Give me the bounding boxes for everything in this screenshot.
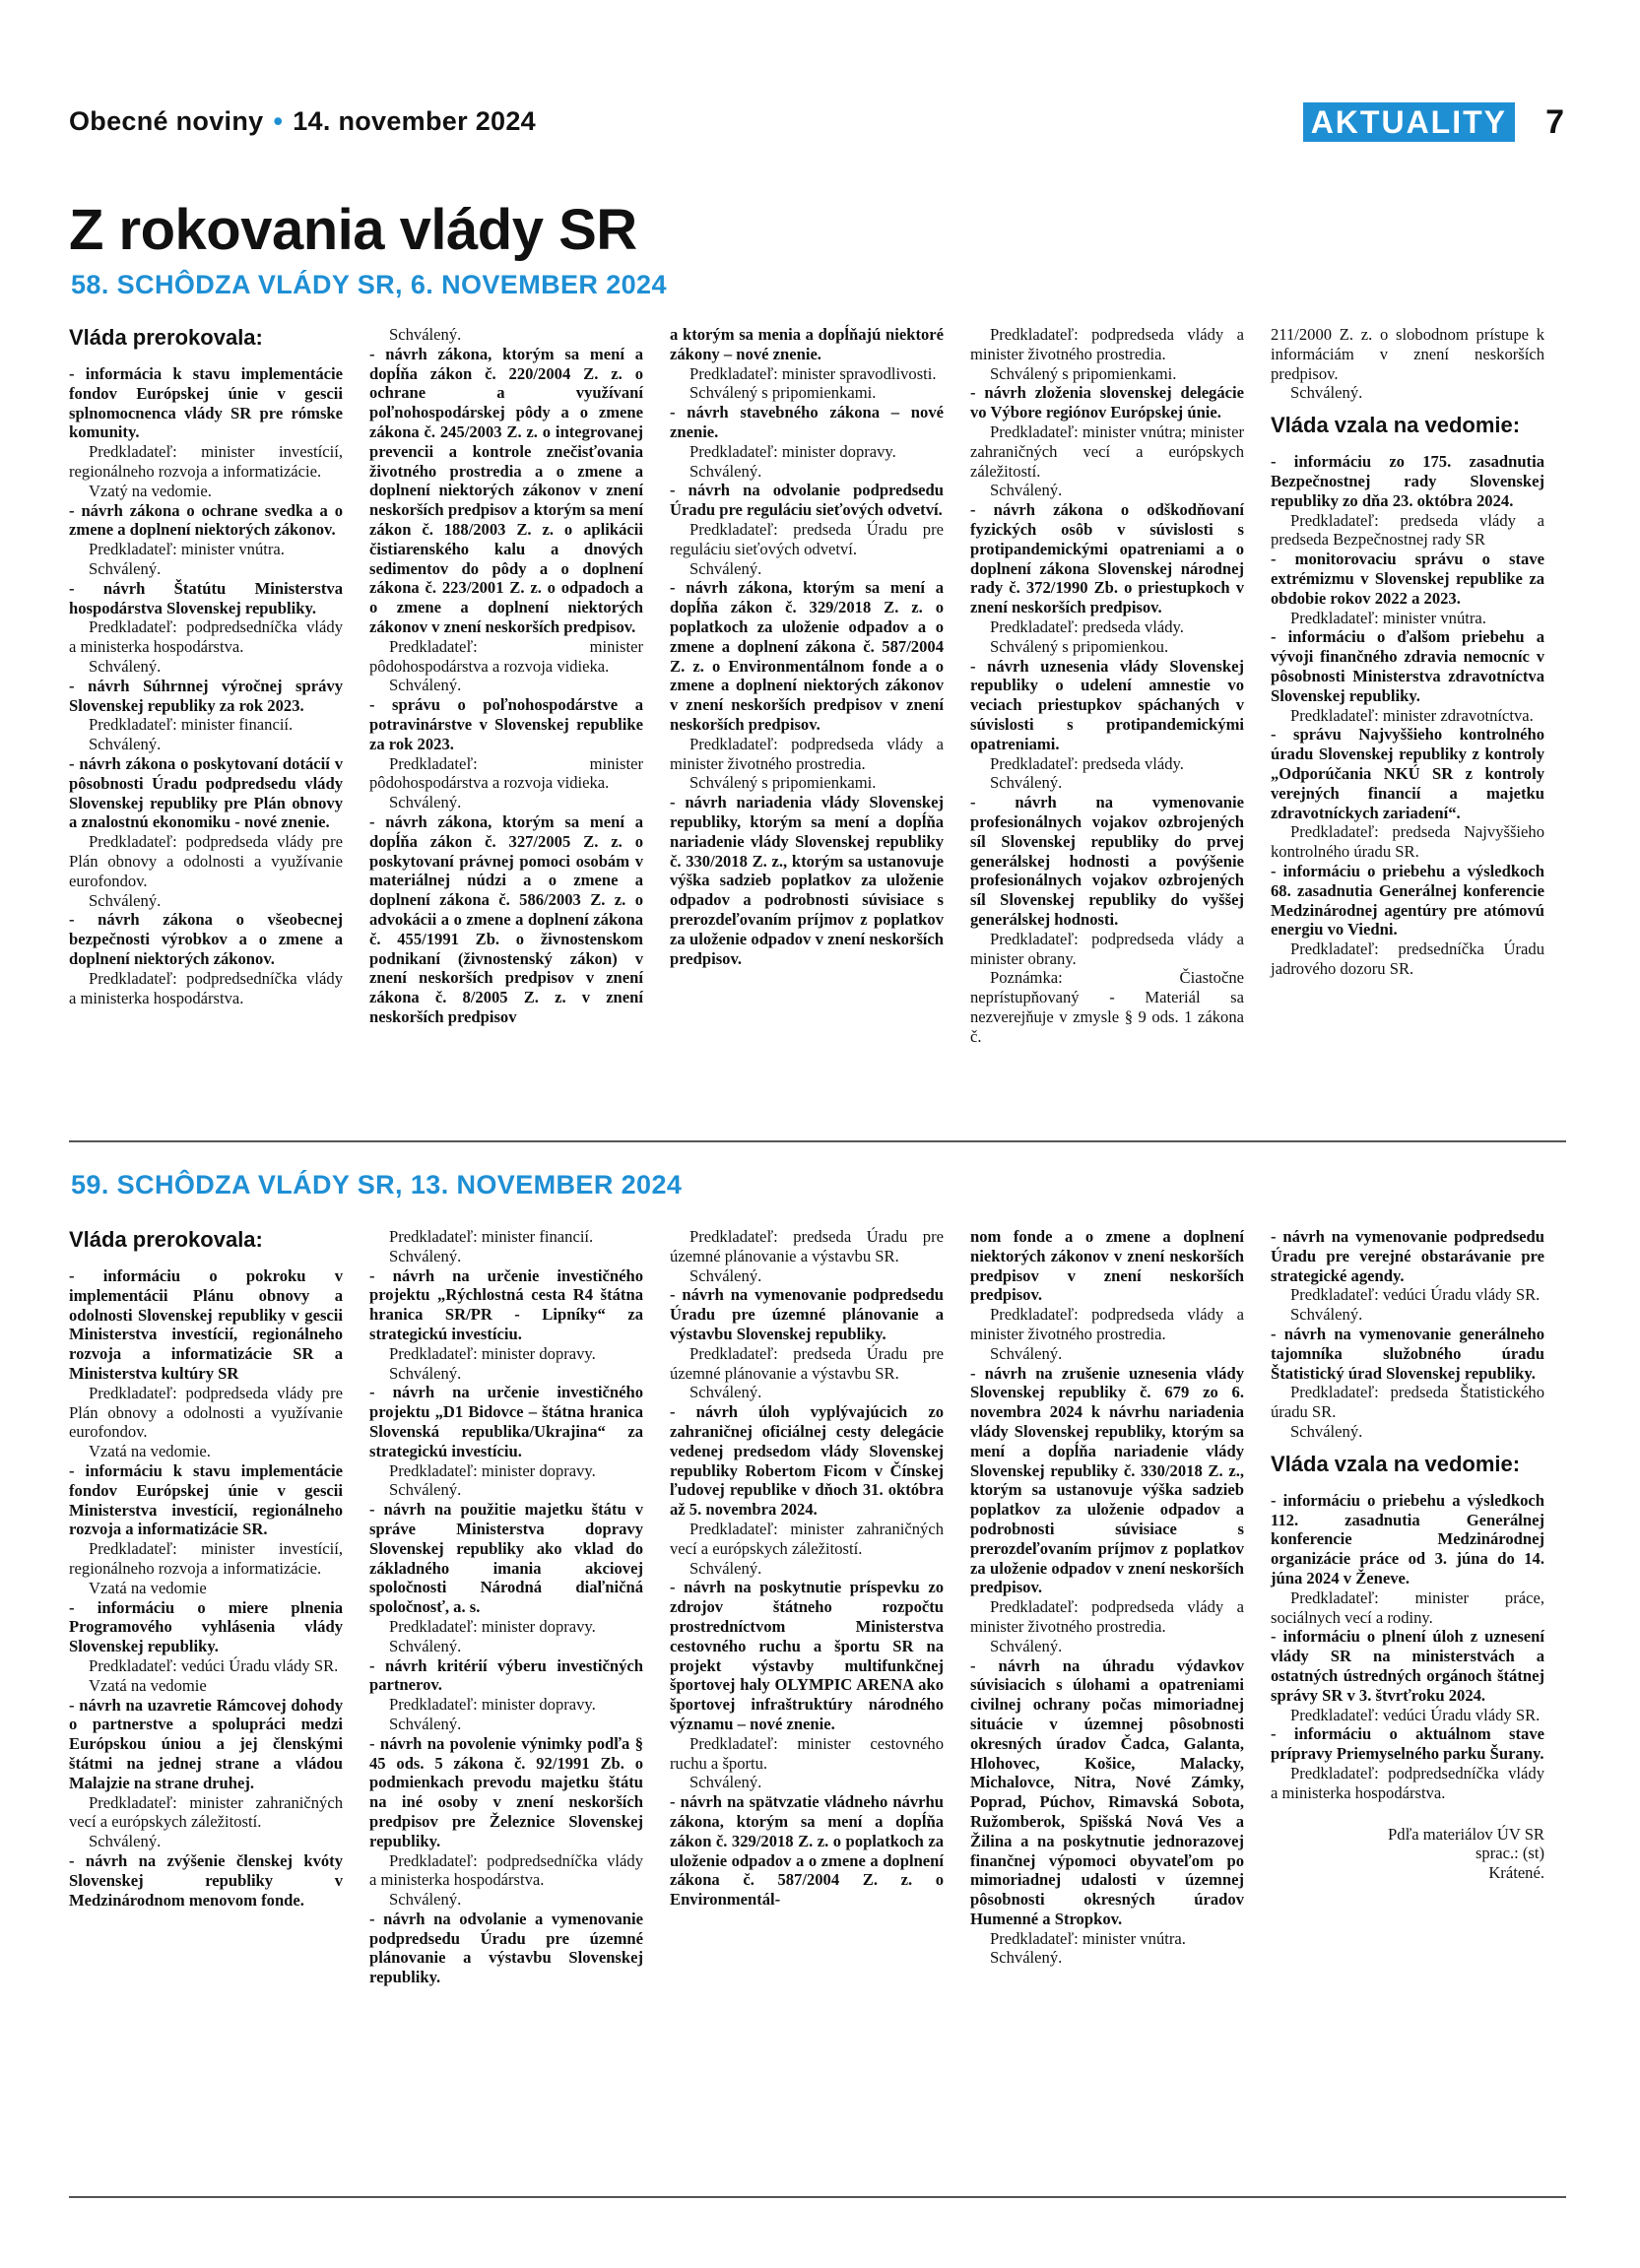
item-detail: Schválený s pripomienkami. bbox=[689, 383, 877, 403]
agenda-item: - informáciu o priebehu a výsledkoch 68. zasadnutia Generálnej konferencie Medzinárodnej agentúry pre atómovú energiu vo Viedni. bbox=[1271, 861, 1544, 940]
item-detail: Schválený. bbox=[389, 1636, 462, 1655]
item-detail: Predkladateľ: predseda vlády. bbox=[990, 616, 1184, 636]
item-detail: Poznámka: Čiastočne neprístupňovaný - Materiál sa nezverejňuje v zmysle § 9 ods. 1 zákona č. bbox=[970, 968, 1244, 1046]
newspaper-page bbox=[69, 0, 1566, 2268]
agenda-item: - návrh zákona o všeobecnej bezpečnosti výrobkov a o zmene a doplnení niektorých zákonov. bbox=[69, 910, 343, 968]
item-detail: Predkladateľ: minister zahraničných vecí a európskych záležitostí. bbox=[69, 1792, 343, 1832]
item-detail: Predkladateľ: podpredsedníčka vlády a ministerka hospodárstva. bbox=[69, 617, 343, 657]
article-title: Z rokovania vlády SR bbox=[69, 198, 637, 262]
item-detail: Predkladateľ: podpredseda vlády a minister životného prostredia. bbox=[970, 325, 1244, 363]
agenda-item: - návrh uznesenia vlády Slovenskej republiky o udelení amnestie vo veciach priestupkov spáchaných v súvislosti s protipandemickými opatreniami. bbox=[970, 656, 1244, 753]
agenda-item: - návrh Štatútu Ministerstva hospodárstva Slovenskej republiky. bbox=[69, 578, 343, 617]
item-detail: Vzatá na vedomie bbox=[89, 1675, 207, 1695]
item-detail: Predkladateľ: minister cestovného ruchu a športu. bbox=[670, 1733, 944, 1773]
agenda-item: - návrh na určenie investičného projektu „D1 Bidovce – štátna hranica Slovenská republika/Ukrajina“ za strategickú investíciu. bbox=[369, 1383, 643, 1460]
page-number: 7 bbox=[1545, 103, 1564, 141]
item-detail: Schválený. bbox=[990, 773, 1063, 793]
agenda-item: - informáciu k stavu implementácie fondov Európskej únie v gescii Ministerstva investícií, regionálneho rozvoja a informatizácie SR. bbox=[69, 1460, 343, 1539]
article-column bbox=[670, 325, 944, 968]
item-detail: Predkladateľ: podpredsedníčka vlády a ministerka hospodárstva. bbox=[369, 1850, 643, 1890]
item-detail: Schválený. bbox=[89, 656, 162, 676]
column-heading: Vláda prerokovala: bbox=[69, 325, 263, 350]
spacer bbox=[1271, 1803, 1544, 1825]
item-detail: Predkladateľ: minister vnútra. bbox=[89, 540, 285, 559]
agenda-item: - návrh zákona, ktorým sa mení a dopĺňa zákon č. 329/2018 Z. z. o poplatkoch za uloženie odpadov a o zmene a doplnení zákona č. 587/2004 Z. z. o Environmentálnom fonde a o zmene a doplnení niektorých zákonov v znení neskorších predpisov v znení neskorších predpisov. bbox=[670, 578, 944, 734]
item-detail: 211/2000 Z. z. o slobodnom prístupe k informáciám v znení neskorších predpisov. bbox=[1271, 325, 1544, 383]
item-detail: Predkladateľ: podpredseda vlády pre Plán obnovy a odolnosti a využívanie eurofondov. bbox=[69, 832, 343, 890]
item-detail: Schválený. bbox=[1290, 1421, 1363, 1441]
item-detail: Predkladateľ: minister pôdohospodárstva a rozvoja vidieka. bbox=[369, 636, 643, 676]
agenda-item: - informácia k stavu implementácie fondov Európskej únie v gescii splnomocnenca vlády SR pre rómske komunity. bbox=[69, 364, 343, 442]
masthead bbox=[69, 106, 536, 137]
source-credit: Krátené. bbox=[1488, 1863, 1544, 1883]
item-detail: Predkladateľ: minister zahraničných vecí a európskych záležitostí. bbox=[670, 1519, 944, 1558]
item-detail: Schválený. bbox=[389, 676, 462, 695]
agenda-item: - informáciu zo 175. zasadnutia Bezpečnostnej rady Slovenskej republiky zo dňa 23. októbra 2024. bbox=[1271, 452, 1544, 510]
item-detail: Schválený. bbox=[990, 1343, 1063, 1363]
item-detail: Predkladateľ: vedúci Úradu vlády SR. bbox=[89, 1655, 339, 1675]
item-detail: Vzatá na vedomie. bbox=[89, 1442, 211, 1461]
article-column bbox=[369, 1227, 643, 1987]
item-detail: Predkladateľ: minister investícií, regionálneho rozvoja a informatizácie. bbox=[69, 1539, 343, 1578]
item-detail: Schválený. bbox=[1290, 383, 1363, 403]
agenda-item: - návrh na uzavretie Rámcovej dohody o partnerstve a spolupráci medzi Európskou úniou a jej členskými štátmi na jednej strane a vládou Malajzie na strane druhej. bbox=[69, 1695, 343, 1792]
item-detail: Predkladateľ: minister spravodlivosti. bbox=[689, 363, 937, 383]
agenda-item: - návrh na určenie investičného projektu „Rýchlostná cesta R4 štátna hranica SR/PR - Lipníky“ za strategickú investíciu. bbox=[369, 1265, 643, 1343]
item-detail: Schválený. bbox=[89, 735, 162, 754]
item-detail: Predkladateľ: predseda Úradu pre reguláciu sieťových odvetví. bbox=[670, 519, 944, 558]
agenda-item: - návrh zloženia slovenskej delegácie vo Výbore regiónov Európskej únie. bbox=[970, 383, 1244, 422]
agenda-item: - návrh kritérií výberu investičných partnerov. bbox=[369, 1655, 643, 1695]
agenda-item: - správu Najvyššieho kontrolného úradu Slovenskej republiky z kontroly „Odporúčania NKÚ SR z kontroly verejných financií a majetku zdravotníckych zariadení“. bbox=[1271, 725, 1544, 822]
page-header bbox=[69, 102, 1566, 146]
agenda-item: - návrh Súhrnnej výročnej správy Slovenskej republiky za rok 2023. bbox=[69, 676, 343, 715]
source-credit: sprac.: (st) bbox=[1475, 1844, 1544, 1863]
agenda-item: - návrh zákona, ktorým sa mení a dopĺňa zákon č. 327/2005 Z. z. o poskytovaní právnej pomoci osobám v materiálnej núdzi a o zmene a doplnení zákona č. 586/2003 Z. z. o advokácii a o zmene a doplnení zákona č. 455/1991 Zb. o živnostenskom podnikaní (živnostenský zákon) v znení neskorších predpisov v znení zákona č. 8/2005 Z. z. v znení neskorších predpisov bbox=[369, 811, 643, 1026]
item-detail: Predkladateľ: predseda Štatistického úradu SR. bbox=[1271, 1383, 1544, 1422]
item-detail: Predkladateľ: minister vnútra; minister zahraničných vecí a európskych záležitostí. bbox=[970, 421, 1244, 481]
column-heading: Vláda vzala na vedomie: bbox=[1271, 413, 1521, 438]
agenda-item: - návrh zákona o poskytovaní dotácií v pôsobnosti Úradu podpredsedu vlády Slovenskej republiky pre Plán obnovy a znalostnú ekonomiku - nové znenie. bbox=[69, 753, 343, 832]
article-column bbox=[69, 1227, 343, 1910]
item-detail: Schválený. bbox=[89, 890, 162, 910]
agenda-item: - návrh na zrušenie uznesenia vlády Slovenskej republiky č. 679 zo 6. novembra 2024 k návrhu nariadenia vlády Slovenskej republiky, ktorým sa mení a dopĺňa nariadenie vlády Slovenskej republiky č. 330/2018 Z. z., ktorým sa ustanovuje výška sadzieb poplatkov za uloženie odpadov a podrobnosti súvisiace s prerozdeľovaním príjmov z poplatkov za uloženie odpadov v znení neskorších predpisov. bbox=[970, 1363, 1244, 1597]
agenda-item: - informáciu o aktuálnom stave prípravy Priemyselného parku Šurany. bbox=[1271, 1724, 1544, 1764]
agenda-item: - návrh na spätvzatie vládneho návrhu zákona, ktorým sa mení a dopĺňa zákon č. 329/2018 Z. z. o poplatkoch za uloženie odpadov a o zmene a doplnení zákona č. 587/2004 Z. z. o Environmentál- bbox=[670, 1792, 944, 1910]
item-detail: Schválený s pripomienkami. bbox=[689, 773, 877, 793]
item-detail: Predkladateľ: predseda Úradu pre územné plánovanie a výstavbu SR. bbox=[670, 1227, 944, 1265]
agenda-item: - návrh na vymenovanie profesionálnych vojakov ozbrojených síl Slovenskej republiky do prvej generálskej hodnosti a povýšenie profesionálnych vojakov ozbrojených síl Slovenskej republiky do vyššej generálskej hodnosti. bbox=[970, 793, 1244, 929]
item-detail: Predkladateľ: minister financií. bbox=[89, 715, 294, 735]
agenda-item: - návrh zákona, ktorým sa mení a dopĺňa zákon č. 220/2004 Z. z. o ochrane a využívaní poľnohospodárskej pôdy a o zmene zákona č. 245/2003 Z. z. o integrovanej prevencii a kontrole znečisťovania životného prostredia a o zmene a doplnení niektorých zákonov v znení neskorších predpisov a ktorým sa mení zákon č. 188/2003 Z. z. o aplikácii čistiarenského kalu a dnových sedimentov do pôdy a o doplnení zákona č. 223/2001 Z. z. o odpadoch a o zmene a doplnení niektorých zákonov v znení neskorších predpisov. bbox=[369, 344, 643, 636]
item-detail: Schválený. bbox=[389, 325, 462, 344]
agenda-item: - návrh na vymenovanie podpredsedu Úradu pre územné plánovanie a výstavbu Slovenskej republiky. bbox=[670, 1285, 944, 1343]
agenda-item: - návrh stavebného zákona – nové znenie. bbox=[670, 403, 944, 441]
item-detail: Predkladateľ: podpredseda vlády a minister životného prostredia. bbox=[670, 734, 944, 773]
item-detail: Schválený. bbox=[89, 1832, 162, 1851]
agenda-item: - návrh na povolenie výnimky podľa § 45 ods. 5 zákona č. 92/1991 Zb. o podmienkach prevodu majetku štátu na iné osoby v znení neskorších predpisov pre Železnice Slovenskej republiky. bbox=[369, 1733, 643, 1850]
item-detail: Predkladateľ: podpredseda vlády a minister životného prostredia. bbox=[970, 1305, 1244, 1343]
agenda-item: - informáciu o plnení úloh z uznesení vlády SR na ministerstvách a ostatných ústredných orgánoch štátnej správy SR v 3. štvrťroku 2024. bbox=[1271, 1627, 1544, 1705]
item-detail: Predkladateľ: podpredseda vlády pre Plán obnovy a odolnosti a využívanie eurofondov. bbox=[69, 1383, 343, 1442]
section-divider bbox=[69, 1140, 1566, 1142]
issue-date: 14. november 2024 bbox=[293, 106, 536, 136]
item-detail: Schválený. bbox=[1290, 1305, 1363, 1325]
item-detail: Predkladateľ: predseda Úradu pre územné plánovanie a výstavbu SR. bbox=[670, 1343, 944, 1383]
column-heading: Vláda vzala na vedomie: bbox=[1271, 1451, 1521, 1476]
item-detail: Predkladateľ: predseda vlády a predseda Bezpečnostnej rady SR bbox=[1271, 510, 1544, 550]
article-column bbox=[69, 325, 343, 1007]
item-detail: Predkladateľ: minister vnútra. bbox=[990, 1928, 1186, 1948]
article-column bbox=[970, 1227, 1244, 1968]
source-credit: Pdľa materiálov ÚV SR bbox=[1388, 1824, 1544, 1844]
item-detail: Schválený. bbox=[389, 1480, 462, 1500]
item-detail: Schválený. bbox=[689, 1265, 762, 1285]
article-column bbox=[970, 325, 1244, 1046]
item-detail: Predkladateľ: minister dopravy. bbox=[389, 1460, 596, 1480]
article-column bbox=[670, 1227, 944, 1910]
item-detail: Schválený. bbox=[689, 461, 762, 481]
column-heading: Vláda prerokovala: bbox=[69, 1227, 263, 1252]
item-detail: Predkladateľ: podpredseda vlády a minister obrany. bbox=[970, 929, 1244, 968]
article-column bbox=[1271, 1227, 1544, 1883]
agenda-item: - návrh na zvýšenie členskej kvóty Slovenskej republiky v Medzinárodnom menovom fonde. bbox=[69, 1850, 343, 1910]
item-detail: Schválený. bbox=[389, 1890, 462, 1910]
item-detail: Predkladateľ: podpredsedníčka vlády a ministerka hospodárstva. bbox=[69, 968, 343, 1007]
item-detail: Predkladateľ: minister práce, sociálnych vecí a rodiny. bbox=[1271, 1588, 1544, 1627]
paper-name: Obecné noviny bbox=[69, 106, 264, 136]
item-detail: Schválený. bbox=[89, 558, 162, 578]
item-detail: Predkladateľ: vedúci Úradu vlády SR. bbox=[1290, 1705, 1541, 1724]
item-detail: Predkladateľ: minister zdravotníctva. bbox=[1290, 705, 1534, 725]
item-detail: Schválený. bbox=[689, 558, 762, 578]
item-detail: Predkladateľ: minister dopravy. bbox=[389, 1695, 596, 1715]
section-label: AKTUALITY bbox=[1303, 102, 1515, 142]
item-detail: Schválený. bbox=[990, 1948, 1063, 1968]
item-detail: Schválený. bbox=[689, 1383, 762, 1402]
item-detail: Predkladateľ: podpredseda vlády a minister životného prostredia. bbox=[970, 1597, 1244, 1636]
agenda-item: - správu o poľnohospodárstve a potravinárstve v Slovenskej republike za rok 2023. bbox=[369, 695, 643, 753]
item-detail: Predkladateľ: minister pôdohospodárstva a rozvoja vidieka. bbox=[369, 753, 643, 793]
agenda-item: - návrh na použitie majetku štátu v správe Ministerstva dopravy Slovenskej republiky ako vklad do základného imania akciovej spoločnosti Národná diaľničná spoločnosť, a. s. bbox=[369, 1500, 643, 1617]
item-detail: Predkladateľ: podpredsedníčka vlády a ministerka hospodárstva. bbox=[1271, 1763, 1544, 1802]
item-detail: Predkladateľ: minister vnútra. bbox=[1290, 608, 1486, 627]
agenda-item: - návrh na vymenovanie podpredsedu Úradu pre verejné obstarávanie pre strategické agendy. bbox=[1271, 1227, 1544, 1285]
item-detail: Schválený. bbox=[689, 1558, 762, 1578]
session-heading: 58. SCHÔDZA VLÁDY SR, 6. NOVEMBER 2024 bbox=[71, 270, 667, 299]
agenda-item: - návrh na poskytnutie príspevku zo zdrojov štátneho rozpočtu prostredníctvom Ministerstva cestovného ruchu a športu SR na projekt výstavby multifunkčnej športovej haly OLYMPIC ARENA ako športovej infraštruktúry národného významu – nové znenie. bbox=[670, 1578, 944, 1733]
item-detail: Predkladateľ: minister financií. bbox=[389, 1227, 594, 1246]
item-detail: Schválený. bbox=[990, 481, 1063, 500]
separator-dot: • bbox=[273, 106, 284, 136]
agenda-item: - návrh na odvolanie a vymenovanie podpredsedu Úradu pre územné plánovanie a výstavbu Slovenskej republiky. bbox=[369, 1909, 643, 1987]
agenda-item: - návrh nariadenia vlády Slovenskej republiky, ktorým sa mení a dopĺňa nariadenie vlády Slovenskej republiky č. 330/2018 Z. z., ktorým sa ustanovuje výška sadzieb poplatkov za uloženie odpadov a podrobnosti súvisiace s prerozdeľovaním príjmov z poplatkov za uloženie odpadov v znení neskorších predpisov. bbox=[670, 793, 944, 968]
agenda-item: - informáciu o pokroku v implementácii Plánu obnovy a odolnosti Slovenskej republiky v gescii Ministerstva investícií, regionálneho rozvoja a informatizácie SR a Ministerstva kultúry SR bbox=[69, 1266, 343, 1383]
item-detail: Schválený s pripomienkami. bbox=[990, 363, 1177, 383]
item-detail: Predkladateľ: predseda Najvyššieho kontrolného úradu SR. bbox=[1271, 822, 1544, 862]
agenda-item: - návrh na vymenovanie generálneho tajomníka služobného úradu Štatistický úrad Slovenskej republiky. bbox=[1271, 1324, 1544, 1383]
item-detail: Schválený. bbox=[389, 793, 462, 812]
item-detail: Predkladateľ: minister dopravy. bbox=[689, 441, 896, 461]
item-detail: Vzatý na vedomie. bbox=[89, 481, 212, 500]
agenda-item: - návrh úloh vyplývajúcich zo zahraničnej oficiálnej cesty delegácie vedenej predsedom vlády Slovenskej republiky Robertom Ficom v Čínskej ľudovej republike v dňoch 31. októbra až 5. novembra 2024. bbox=[670, 1402, 944, 1520]
item-detail: Vzatá na vedomie bbox=[89, 1578, 207, 1597]
agenda-item: - informáciu o priebehu a výsledkoch 112. zasadnutia Generálnej konferencie Medzinárodnej organizácie práce od 3. júna do 14. júna 2024 v Ženeve. bbox=[1271, 1490, 1544, 1588]
agenda-item: - návrh zákona o ochrane svedka a o zmene a doplnení niektorých zákonov. bbox=[69, 500, 343, 540]
article-column bbox=[1271, 325, 1544, 979]
item-detail: Schválený. bbox=[389, 1363, 462, 1383]
agenda-item: nom fonde a o zmene a doplnení niektorých zákonov v znení neskorších predpisov v znení neskorších predpisov. bbox=[970, 1227, 1244, 1305]
item-detail: Schválený. bbox=[389, 1246, 462, 1265]
item-detail: Predkladateľ: minister dopravy. bbox=[389, 1343, 596, 1363]
agenda-item: - informáciu o ďalšom priebehu a vývoji finančného zdravia nemocníc v pôsobnosti Ministerstva zdravotníctva Slovenskej republiky. bbox=[1271, 627, 1544, 705]
article-column bbox=[369, 325, 643, 1027]
agenda-item: - návrh zákona o odškodňovaní fyzických osôb v súvislosti s protipandemickými opatreniami a o doplnení zákona Slovenskej národnej rady č. 372/1990 Zb. o priestupkoch v znení neskorších predpisov. bbox=[970, 500, 1244, 617]
item-detail: Schválený. bbox=[990, 1636, 1063, 1655]
page-bottom-rule bbox=[69, 2196, 1566, 2198]
item-detail: Predkladateľ: minister dopravy. bbox=[389, 1616, 596, 1636]
agenda-item: - návrh na úhradu výdavkov súvisiacich s úlohami a opatreniami civilnej ochrany počas mimoriadnej situácie v územnej pôsobnosti okresných úradov Čadca, Galanta, Hlohovec, Košice, Malacky, Michalovce, Nitra, Nové Zámky, Poprad, Púchov, Rimavská Sobota, Ružomberok, Spišská Nová Ves a Žilina a na poskytnutie jednorazovej finančnej výpomoci obyvateľom po mimoriadnej udalosti v územnej pôsobnosti okresných úradov Humenné a Stropkov. bbox=[970, 1655, 1244, 1928]
item-detail: Schválený s pripomienkou. bbox=[990, 636, 1169, 656]
agenda-item: a ktorým sa menia a dopĺňajú niektoré zákony – nové znenie. bbox=[670, 325, 944, 363]
item-detail: Schválený. bbox=[689, 1773, 762, 1792]
agenda-item: - informáciu o miere plnenia Programového vyhlásenia vlády Slovenskej republiky. bbox=[69, 1597, 343, 1656]
item-detail: Schválený. bbox=[389, 1714, 462, 1733]
item-detail: Predkladateľ: vedúci Úradu vlády SR. bbox=[1290, 1285, 1541, 1305]
item-detail: Predkladateľ: minister investícií, regionálneho rozvoja a informatizácie. bbox=[69, 442, 343, 481]
agenda-item: - návrh na odvolanie podpredsedu Úradu pre reguláciu sieťových odvetví. bbox=[670, 481, 944, 520]
agenda-item: - monitorovaciu správu o stave extrémizmu v Slovenskej republike za obdobie rokov 2022 a 2023. bbox=[1271, 550, 1544, 608]
item-detail: Predkladateľ: predseda vlády. bbox=[990, 753, 1184, 773]
session-heading: 59. SCHÔDZA VLÁDY SR, 13. NOVEMBER 2024 bbox=[71, 1170, 683, 1199]
item-detail: Predkladateľ: predsedníčka Úradu jadrového dozoru SR. bbox=[1271, 940, 1544, 978]
